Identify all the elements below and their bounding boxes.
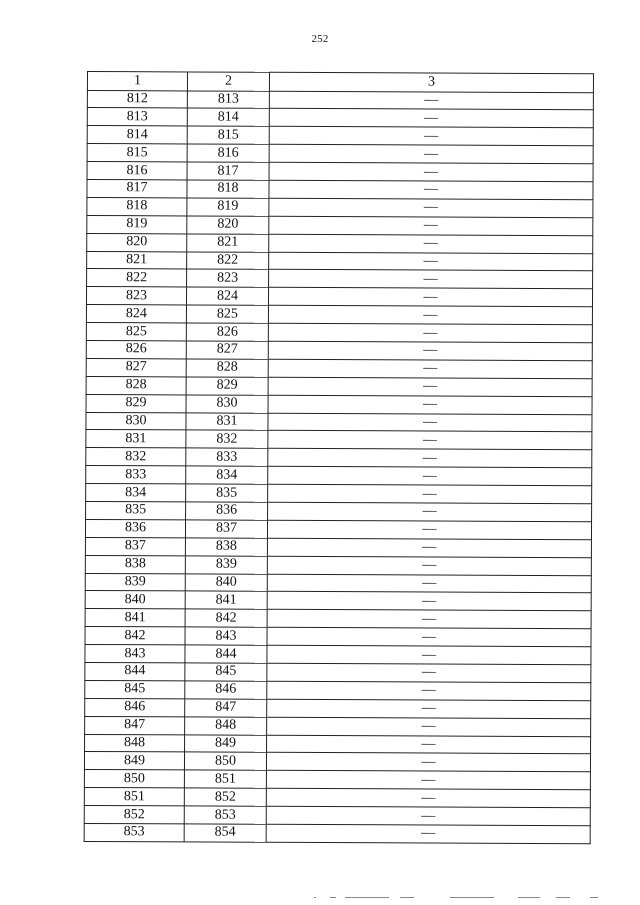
table-cell-col-2: 842 (185, 609, 267, 627)
table-cell-col-1: 852 (84, 806, 184, 824)
table-cell-col-2: 818 (187, 180, 269, 198)
table-cell-col-1: 823 (86, 287, 186, 305)
table-cell-col-2: 846 (185, 681, 267, 699)
table-cell-col-1: 847 (85, 716, 185, 734)
table-row (86, 430, 592, 450)
table-cell-col-1: 817 (87, 179, 187, 197)
table-row (87, 269, 593, 289)
table-cell-col-3: — (267, 699, 591, 718)
table-cell-col-3: — (267, 574, 591, 593)
data-table (84, 71, 594, 844)
table-cell-col-3: — (269, 180, 593, 199)
table-row (87, 90, 593, 110)
table-header (87, 72, 593, 93)
table-cell-col-2: 844 (185, 645, 267, 663)
table-row (85, 537, 591, 557)
table-cell-col-3: — (267, 520, 591, 539)
table-row (85, 573, 591, 593)
table-row (86, 287, 592, 307)
table-cell-col-1: 849 (84, 752, 184, 770)
table-cell-col-3: — (268, 341, 592, 360)
table-cell-col-1: 821 (87, 251, 187, 269)
table-cell-col-2: 817 (187, 162, 269, 180)
table-cell-col-2: 852 (184, 788, 266, 806)
table-cell-col-1: 815 (87, 144, 187, 162)
table-row (86, 358, 592, 378)
table-cell-col-1: 835 (86, 501, 186, 519)
table-cell-col-2: 830 (186, 395, 268, 413)
table-row (86, 466, 592, 486)
table-cell-col-3: — (267, 735, 591, 754)
table-row (85, 519, 591, 539)
table-cell-col-2: 836 (186, 502, 268, 520)
table-cell-col-2: 827 (186, 341, 268, 359)
table-cell-col-1: 829 (86, 394, 186, 412)
table-cell-col-3: — (267, 717, 591, 736)
table-cell-col-1: 827 (86, 358, 186, 376)
table-cell-col-3: — (267, 645, 591, 664)
table-cell-col-3: — (268, 305, 592, 324)
scan-artifact-marks (310, 897, 610, 899)
table-cell-col-1: 851 (84, 788, 184, 806)
table-cell-col-1: 844 (85, 662, 185, 680)
table-cell-col-3: — (269, 91, 593, 110)
table-row (84, 752, 590, 772)
table-cell-col-3: — (266, 771, 590, 790)
table-cell-col-3: — (268, 449, 592, 468)
table-cell-col-2: 815 (187, 126, 269, 144)
table-cell-col-1: 833 (86, 466, 186, 484)
table-cell-col-2: 826 (186, 323, 268, 341)
table-cell-col-3: — (266, 824, 590, 843)
table-cell-col-1: 848 (85, 734, 185, 752)
table-cell-col-2: 839 (185, 556, 267, 574)
table-cell-col-3: — (266, 789, 590, 808)
table-cell-col-2: 824 (186, 287, 268, 305)
table-row (84, 806, 590, 826)
table-cell-col-1: 830 (86, 412, 186, 430)
table-cell-col-3: — (269, 252, 593, 271)
table-cell-col-3: — (269, 162, 593, 181)
table-row (86, 448, 592, 468)
table-row (85, 609, 591, 629)
table-cell-col-1: 846 (85, 698, 185, 716)
table-cell-col-1: 812 (87, 90, 187, 108)
table-cell-col-2: 833 (186, 448, 268, 466)
table-row (87, 251, 593, 271)
table-cell-col-3: — (269, 234, 593, 253)
table-cell-col-3: — (266, 806, 590, 825)
table-cell-col-2: 838 (185, 538, 267, 556)
table-cell-col-1: 825 (86, 323, 186, 341)
table-cell-col-2: 840 (185, 573, 267, 591)
table-cell-col-3: — (267, 610, 591, 629)
table-row (86, 484, 592, 504)
table-cell-col-1: 814 (87, 126, 187, 144)
table-cell-col-2: 825 (186, 305, 268, 323)
column-header-3: 3 (269, 72, 593, 92)
table-cell-col-2: 821 (187, 234, 269, 252)
table-cell-col-2: 832 (186, 430, 268, 448)
table-cell-col-2: 823 (187, 269, 269, 287)
table-cell-col-3: — (267, 556, 591, 575)
table-cell-col-1: 818 (87, 197, 187, 215)
table-cell-col-1: 828 (86, 376, 186, 394)
table-row (86, 394, 592, 414)
table-cell-col-2: 850 (184, 752, 266, 770)
table-cell-col-3: — (267, 592, 591, 611)
table-row (86, 323, 592, 343)
table-cell-col-1: 850 (84, 770, 184, 788)
table-cell-col-1: 843 (85, 645, 185, 663)
table-cell-col-2: 849 (185, 734, 267, 752)
table-cell-col-3: — (269, 270, 593, 289)
table-cell-col-2: 814 (187, 108, 269, 126)
table-row (87, 144, 593, 164)
table-cell-col-1: 819 (87, 215, 187, 233)
page-number: 252 (311, 33, 329, 45)
table-row (86, 376, 592, 396)
table-cell-col-2: 853 (184, 806, 266, 824)
table-cell-col-3: — (267, 663, 591, 682)
table-cell-col-2: 841 (185, 591, 267, 609)
table-row (84, 824, 590, 844)
table-cell-col-1: 853 (84, 824, 184, 842)
table-cell-col-3: — (268, 466, 592, 485)
table-cell-col-3: — (269, 127, 593, 146)
table-cell-col-2: 828 (186, 359, 268, 377)
column-header-2: 2 (187, 72, 269, 91)
table-header-row (87, 72, 593, 93)
table-cell-col-1: 820 (87, 233, 187, 251)
table-cell-col-2: 845 (185, 663, 267, 681)
table-row (85, 680, 591, 700)
table-row (85, 591, 591, 611)
table-cell-col-2: 813 (187, 90, 269, 108)
table-cell-col-2: 847 (185, 699, 267, 717)
column-header-1: 1 (87, 72, 187, 91)
table-cell-col-3: — (268, 377, 592, 396)
table-cell-col-2: 848 (185, 717, 267, 735)
table-cell-col-2: 835 (186, 484, 268, 502)
table-cell-col-3: — (268, 431, 592, 450)
table-cell-col-1: 845 (85, 680, 185, 698)
table-cell-col-1: 824 (86, 305, 186, 323)
table-cell-col-1: 813 (87, 108, 187, 126)
table-cell-col-1: 822 (87, 269, 187, 287)
table-cell-col-1: 836 (85, 519, 185, 537)
table-row (87, 197, 593, 217)
table-cell-col-3: — (269, 198, 593, 217)
table-cell-col-2: 851 (184, 770, 266, 788)
table-row (87, 126, 593, 146)
table-body (84, 90, 593, 844)
table-cell-col-3: — (269, 109, 593, 128)
table-cell-col-3: — (268, 323, 592, 342)
table-row (86, 340, 592, 360)
table-row (87, 179, 593, 199)
table-cell-col-3: — (269, 144, 593, 163)
table-cell-col-1: 840 (85, 591, 185, 609)
table-cell-col-1: 816 (87, 162, 187, 180)
table-row (86, 501, 592, 521)
table-cell-col-3: — (268, 359, 592, 378)
table-cell-col-1: 838 (85, 555, 185, 573)
table-cell-col-1: 842 (85, 627, 185, 645)
table-cell-col-2: 834 (186, 466, 268, 484)
table-row (85, 716, 591, 736)
table-row (86, 412, 592, 432)
table-row (86, 305, 592, 325)
table-row (85, 645, 591, 665)
table-cell-col-3: — (268, 395, 592, 414)
table-cell-col-1: 832 (86, 448, 186, 466)
table-row (85, 555, 591, 575)
table-row (84, 788, 590, 808)
table-cell-col-2: 854 (184, 824, 266, 842)
table-row (87, 233, 593, 253)
table-cell-col-1: 839 (85, 573, 185, 591)
table-cell-col-2: 822 (187, 251, 269, 269)
table-cell-col-1: 831 (86, 430, 186, 448)
table-cell-col-3: — (267, 681, 591, 700)
table-cell-col-2: 820 (187, 216, 269, 234)
table-row (85, 662, 591, 682)
table-cell-col-1: 837 (85, 537, 185, 555)
table-row (87, 162, 593, 182)
table-row (85, 734, 591, 754)
table-cell-col-3: — (268, 413, 592, 432)
table-row (85, 698, 591, 718)
table-cell-col-1: 834 (86, 484, 186, 502)
table-cell-col-3: — (269, 216, 593, 235)
table-cell-col-2: 819 (187, 198, 269, 216)
table-row (87, 215, 593, 235)
table-cell-col-3: — (267, 538, 591, 557)
table-cell-col-3: — (268, 502, 592, 521)
table-cell-col-2: 837 (185, 520, 267, 538)
table-cell-col-2: 816 (187, 144, 269, 162)
table-cell-col-1: 841 (85, 609, 185, 627)
table-cell-col-2: 829 (186, 377, 268, 395)
table-cell-col-3: — (268, 288, 592, 307)
table-row (87, 108, 593, 128)
table-cell-col-1: 826 (86, 340, 186, 358)
table-row (85, 627, 591, 647)
table-cell-col-3: — (266, 753, 590, 772)
table-cell-col-2: 831 (186, 412, 268, 430)
table-row (84, 770, 590, 790)
table-cell-col-2: 843 (185, 627, 267, 645)
table-cell-col-3: — (268, 484, 592, 503)
table-cell-col-3: — (267, 628, 591, 647)
